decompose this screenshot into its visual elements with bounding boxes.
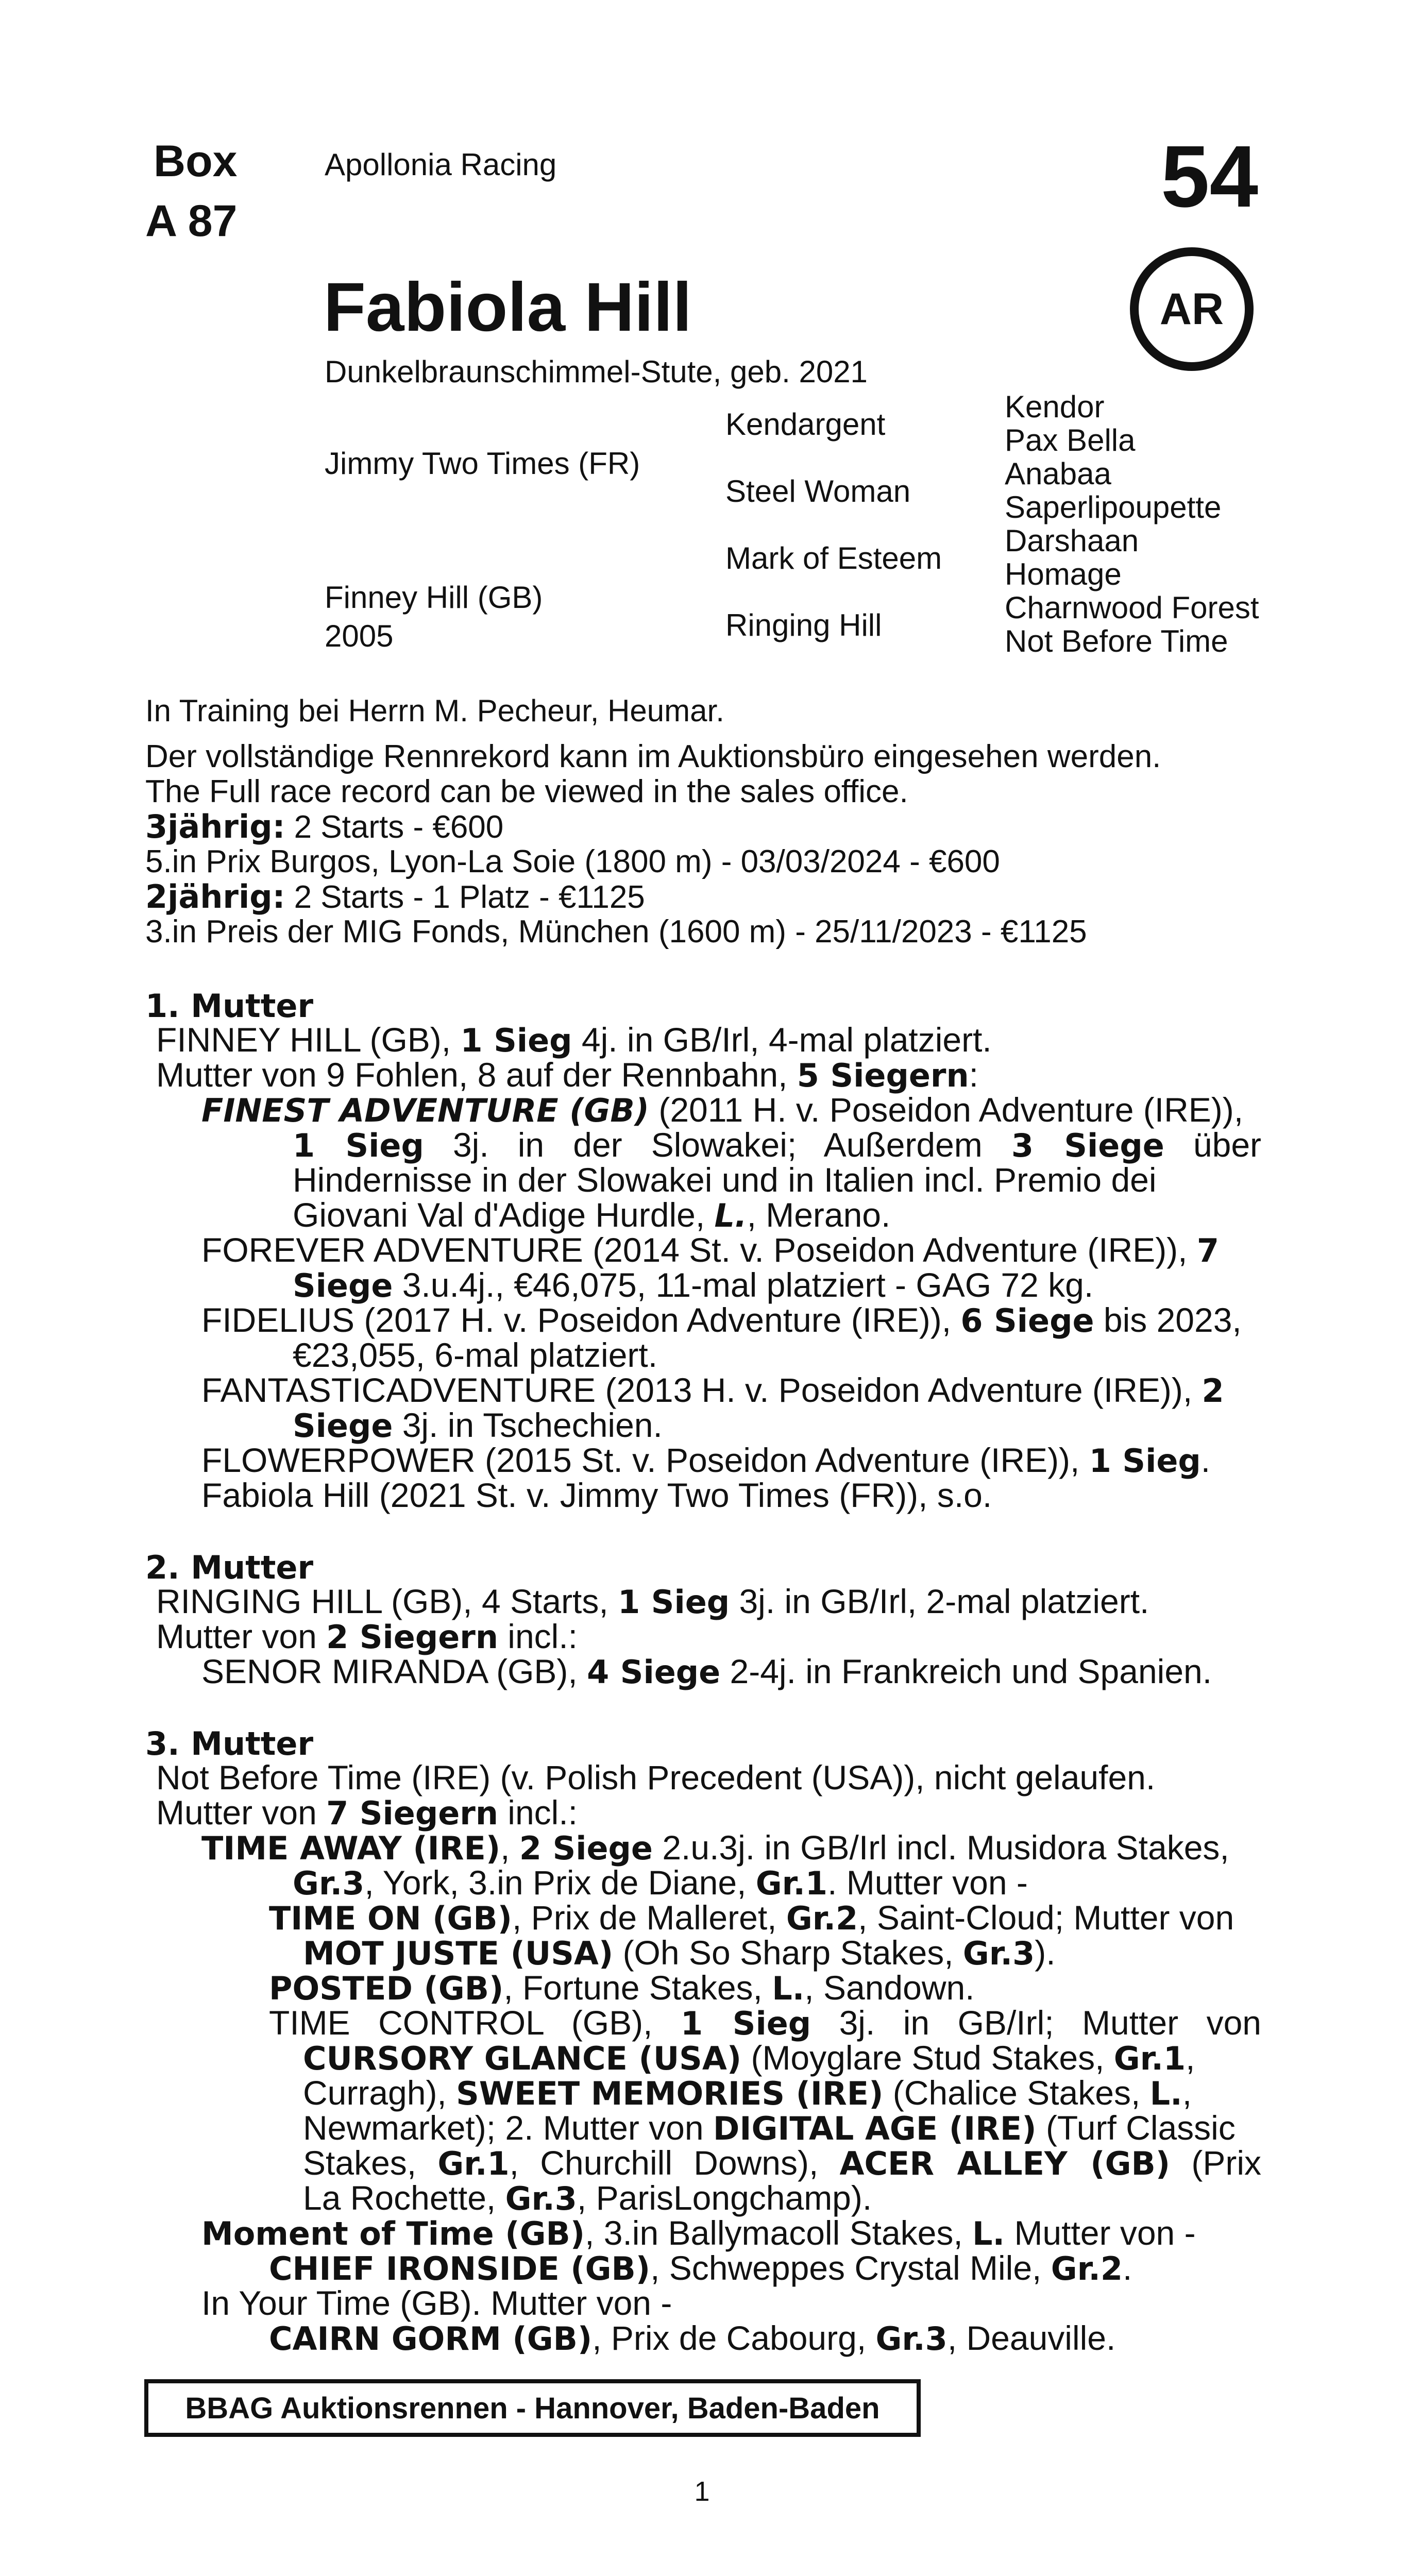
dam1-offspring-line: FLOWERPOWER (2015 St. v. Poseidon Adventure (IRE)), 1 Sieg. <box>201 1441 1211 1480</box>
dam1-offspring-line: FIDELIUS (2017 H. v. Poseidon Adventure (IRE)), 6 Siege bis 2023, <box>201 1301 1242 1340</box>
dam3-descendant-line: POSTED (GB), Fortune Stakes, L., Sandown. <box>269 1969 975 2007</box>
pedigree-dam-year: 2005 <box>325 619 394 653</box>
dam2-heading: 2. Mutter <box>145 1549 314 1586</box>
record-3yo-label: 3jährig: <box>145 808 285 845</box>
dam3-heading: 3. Mutter <box>145 1725 314 1762</box>
dam3-offspring-line: Gr.3, York, 3.in Prix de Diane, Gr.1. Mutter von - <box>293 1863 1028 1902</box>
dam3-descendant-line: CURSORY GLANCE (USA) (Moyglare Stud Stakes, Gr.1, <box>303 2039 1195 2077</box>
dam3-descendant-line: CAIRN GORM (GB), Prix de Cabourg, Gr.3, Deauville. <box>269 2319 1116 2358</box>
pedigree-great-grandparent: Saperlipoupette <box>1005 490 1222 524</box>
pedigree-great-grandparent: Pax Bella <box>1005 423 1136 457</box>
record-3yo-text: 2 Starts - €600 <box>285 809 504 845</box>
pedigree-great-grandparent: Kendor <box>1005 389 1105 424</box>
dam3-descendant-line: Newmarket); 2. Mutter von DIGITAL AGE (IRE) (Turf Classic <box>303 2109 1236 2147</box>
dam1-offspring-line: FOREVER ADVENTURE (2014 St. v. Poseidon Adventure (IRE)), 7 <box>201 1231 1219 1269</box>
pedigree-grandparent: Mark of Esteem <box>725 541 942 575</box>
pedigree-grandparent: Steel Woman <box>725 474 911 509</box>
dam1-offspring-line: 1 Sieg 3j. in der Slowakei; Außerdem 3 Siege über <box>293 1126 1262 1164</box>
dam1-offspring-line: Siege 3.u.4j., €46,075, 11-mal platziert - GAG 72 kg. <box>293 1266 1094 1304</box>
dam1-offspring-line: Hindernisse in der Slowakei und in Italien incl. Premio dei <box>293 1161 1157 1199</box>
dam3-descendant-line: CHIEF IRONSIDE (GB), Schweppes Crystal Mile, Gr.2. <box>269 2249 1132 2287</box>
record-2yo-text: 2 Starts - 1 Platz - €1125 <box>285 879 645 915</box>
record-2yo-label: 2jährig: <box>145 878 285 916</box>
dam3-offspring-line: TIME AWAY (IRE), 2 Siege 2.u.3j. in GB/Irl incl. Musidora Stakes, <box>201 1828 1229 1867</box>
dam1-offspring-line: Fabiola Hill (2021 St. v. Jimmy Two Times (FR)), s.o. <box>201 1476 992 1514</box>
dam1-line: FINNEY HILL (GB), 1 Sieg 4j. in GB/Irl, 4-mal platziert. <box>156 1021 992 1059</box>
horse-description: Dunkelbraunschimmel-Stute, geb. 2021 <box>325 354 868 389</box>
record-note-en: The Full race record can be viewed in the sales office. <box>145 774 908 809</box>
dam3-descendant-line: Stakes, Gr.1, Churchill Downs), ACER ALLEY (GB) (Prix <box>303 2144 1261 2182</box>
race-eligibility-text: BBAG Auktionsrennen - Hannover, Baden-Baden <box>185 2391 880 2425</box>
dam3-line: Not Before Time (IRE) (v. Polish Precedent (USA)), nicht gelaufen. <box>156 1758 1156 1797</box>
pedigree-grandparent: Kendargent <box>725 407 886 442</box>
dam2-offspring-line: SENOR MIRANDA (GB), 4 Siege 2-4j. in Frankreich und Spanien. <box>201 1652 1212 1691</box>
dam3-descendant-line: Curragh), SWEET MEMORIES (IRE) (Chalice Stakes, L., <box>303 2074 1192 2112</box>
pedigree-great-grandparent: Anabaa <box>1005 456 1111 491</box>
dam3-descendant-line: TIME ON (GB), Prix de Malleret, Gr.2, Saint-Cloud; Mutter von <box>269 1899 1234 1937</box>
box-label: Box <box>154 137 238 186</box>
record-3yo-summary <box>145 808 504 845</box>
pedigree-grandparent: Ringing Hill <box>725 608 882 642</box>
dam3-descendant-line: La Rochette, Gr.3, ParisLongchamp). <box>303 2179 872 2217</box>
page-number: 1 <box>694 2476 710 2507</box>
dam1-offspring-line: €23,055, 6-mal platziert. <box>293 1336 658 1374</box>
ar-badge <box>1130 247 1254 371</box>
lot-number: 54 <box>1161 128 1259 226</box>
horse-name: Fabiola Hill <box>324 269 692 346</box>
dam1-heading: 1. Mutter <box>145 987 314 1025</box>
training-note: In Training bei Herrn M. Pecheur, Heumar. <box>145 693 724 728</box>
pedigree-great-grandparent: Darshaan <box>1005 523 1139 558</box>
dam3-offspring-line: In Your Time (GB). Mutter von - <box>201 2284 672 2322</box>
dam2-line: Mutter von 2 Siegern incl.: <box>156 1617 578 1656</box>
ar-badge-text: AR <box>1159 284 1224 334</box>
record-3yo-race: 5.in Prix Burgos, Lyon-La Soie (1800 m) - 03/03/2024 - €600 <box>145 844 1000 879</box>
pedigree-great-grandparent: Homage <box>1005 557 1122 591</box>
dam3-descendant-line: MOT JUSTE (USA) (Oh So Sharp Stakes, Gr.3). <box>303 1934 1056 1972</box>
pedigree-dam: Finney Hill (GB) <box>325 580 543 615</box>
dam1-offspring-line: FINEST ADVENTURE (GB) (2011 H. v. Poseidon Adventure (IRE)), <box>201 1091 1244 1129</box>
dam1-offspring-line: Siege 3j. in Tschechien. <box>293 1406 663 1445</box>
dam3-line: Mutter von 7 Siegern incl.: <box>156 1793 578 1832</box>
owner: Apollonia Racing <box>325 147 557 182</box>
pedigree-sire: Jimmy Two Times (FR) <box>325 446 640 481</box>
dam1-offspring-line: FANTASTICADVENTURE (2013 H. v. Poseidon Adventure (IRE)), 2 <box>201 1371 1224 1410</box>
dam3-descendant-line: TIME CONTROL (GB), 1 Sieg 3j. in GB/Irl; Mutter von <box>269 2004 1261 2042</box>
record-2yo-summary <box>145 878 645 916</box>
pedigree-great-grandparent: Charnwood Forest <box>1005 590 1259 625</box>
race-eligibility-box <box>144 2379 921 2437</box>
record-note-de: Der vollständige Rennrekord kann im Auktionsbüro eingesehen werden. <box>145 739 1161 774</box>
box-number: A 87 <box>145 196 238 246</box>
record-2yo-race: 3.in Preis der MIG Fonds, München (1600 m) - 25/11/2023 - €1125 <box>145 914 1087 950</box>
dam3-offspring-line: Moment of Time (GB), 3.in Ballymacoll Stakes, L. Mutter von - <box>201 2214 1196 2252</box>
dam2-line: RINGING HILL (GB), 4 Starts, 1 Sieg 3j. in GB/Irl, 2-mal platziert. <box>156 1582 1149 1621</box>
dam1-offspring-line: Giovani Val d'Adige Hurdle, L., Merano. <box>293 1196 891 1234</box>
pedigree-great-grandparent: Not Before Time <box>1005 624 1228 658</box>
dam1-line: Mutter von 9 Fohlen, 8 auf der Rennbahn, 5 Siegern: <box>156 1056 978 1094</box>
